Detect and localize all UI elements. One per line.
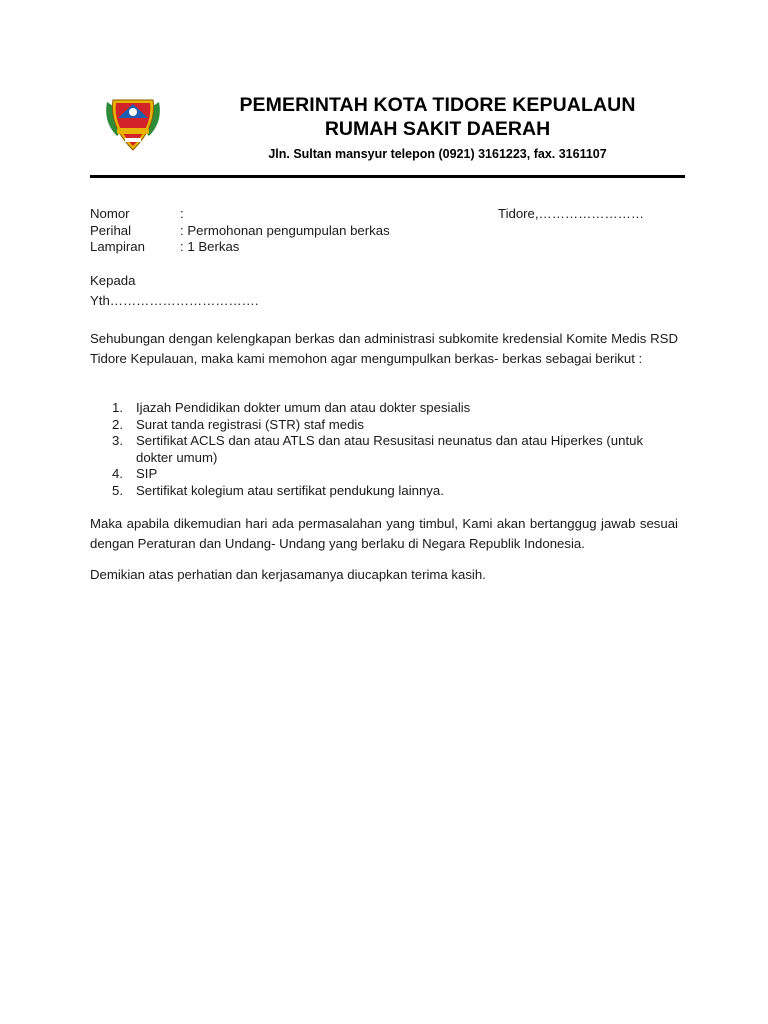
letterhead-address: Jln. Sultan mansyur telepon (0921) 3161223, fax. 3161107 [268,147,607,161]
recipient-kepada: Kepada [90,273,136,288]
lampiran-label: Lampiran [90,239,145,254]
list-item [112,417,678,434]
nomor-label: Nomor [90,206,130,221]
list-item-number: 2. [112,416,123,432]
place-date: Tidore,…………………… [498,206,645,221]
list-item-text: SIP [136,466,158,481]
perihal-label: Perihal [90,222,132,238]
list-item-text: Sertifikat ACLS dan atau ATLS dan atau Resusitasi neunatus dan atau Hiperkes (untuk dokter umum) [136,433,644,465]
perihal-value: : Permohonan pengumpulan berkas [180,222,390,238]
letterhead-divider [90,175,685,178]
lampiran-value: : 1 Berkas [180,239,240,254]
list-item-text: Sertifikat kolegium atau sertifikat pendukung lainnya. [136,482,444,498]
meta-row-lampiran [90,239,690,256]
list-item-number: 3. [112,433,123,448]
body-paragraph-1: Sehubungan dengan kelengkapan berkas dan administrasi subkomite kredensial Komite Medis RSD Tidore Kepulauan, maka kami memohon agar mengumpulkan berkas- berkas sebagai berikut : [90,331,678,366]
letter-meta [90,206,690,256]
list-item [112,466,678,483]
list-item [112,400,678,417]
body-paragraph-3: Demikian atas perhatian dan kerjasamanya diucapkan terima kasih. [90,567,486,582]
letterhead [200,93,675,163]
list-item-number: 1. [112,400,123,415]
list-item-text: Surat tanda registrasi (STR) staf medis [136,416,364,432]
list-item [112,483,678,500]
requirements-list [112,400,678,499]
tidore-city-emblem-icon [103,92,163,154]
list-item-number: 4. [112,466,123,481]
nomor-value: : [180,206,184,221]
meta-row-nomor [90,206,690,223]
recipient-yth: Yth……………………………. [90,293,259,308]
letterhead-government: PEMERINTAH KOTA TIDORE KEPUALAUN [239,94,636,116]
meta-row-perihal [90,223,690,240]
body-paragraph-2: Maka apabila dikemudian hari ada permasalahan yang timbul, Kami akan bertanggug jawab sesuai dengan Peraturan dan Undang- Undang yang berlaku di Negara Republik Indonesia. [90,516,678,551]
letterhead-hospital: RUMAH SAKIT DAERAH [324,118,551,140]
list-item-text: Ijazah Pendidikan dokter umum dan atau dokter spesialis [136,400,471,415]
list-item [112,433,678,466]
list-item-number: 5. [112,482,123,498]
